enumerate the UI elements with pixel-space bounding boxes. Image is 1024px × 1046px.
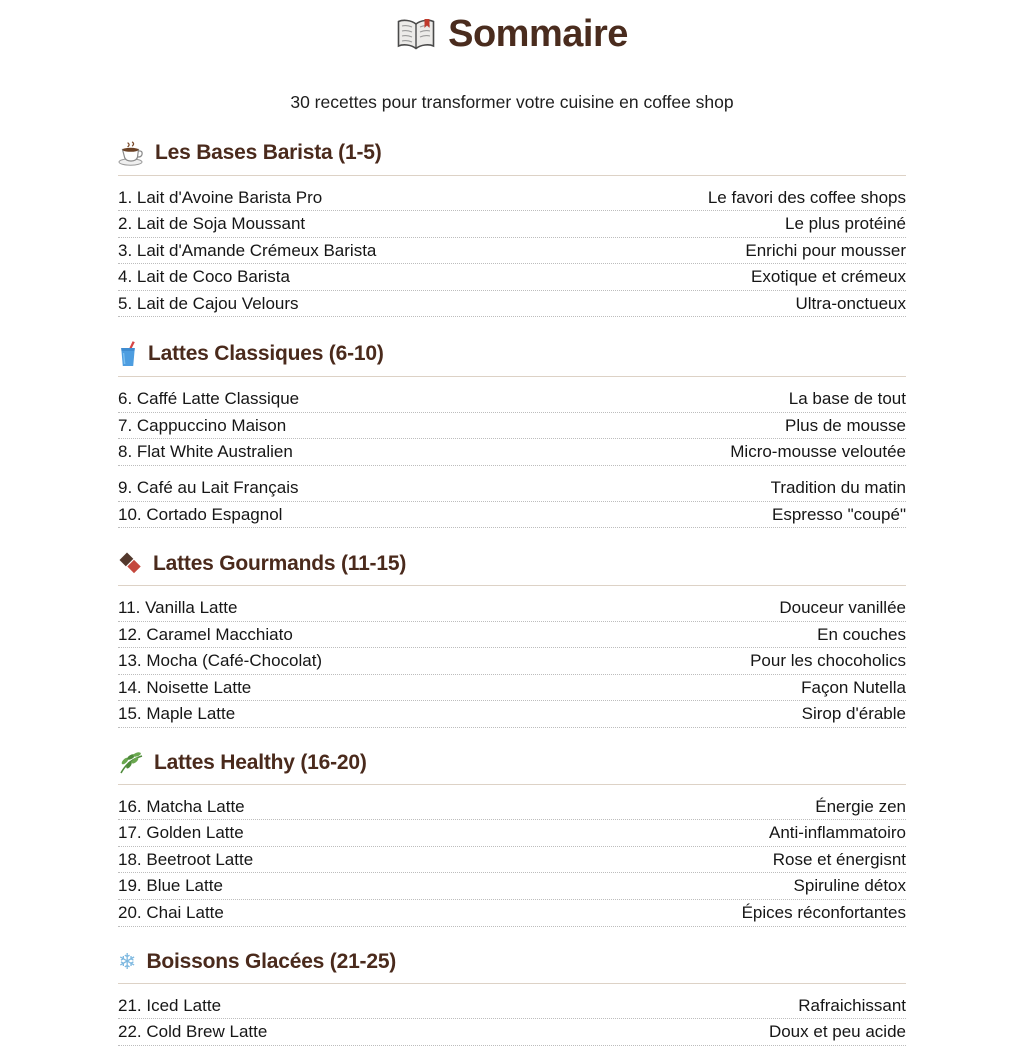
toc-row [118,439,906,466]
toc-item-desc: Épices réconfortantes [741,902,906,922]
section-header [118,950,906,984]
chocolate-icon [118,551,143,576]
toc-row [118,873,906,900]
toc-item-desc: Micro-mousse veloutée [730,442,906,462]
toc-item-desc: Douceur vanillée [779,598,906,618]
toc-item-desc: Le plus protéiné [785,214,906,234]
toc-item-desc: Exotique et crémeux [751,267,906,287]
toc-section-bases-barista [118,141,906,318]
section-rows [118,794,906,927]
open-book-icon [396,18,436,52]
toc-item-label: 5. Lait de Cajou Velours [118,293,299,313]
toc-item-desc: Pour les chocoholics [750,651,906,671]
section-title: Lattes Classiques (6-10) [148,341,384,365]
toc-item-label: 7. Cappuccino Maison [118,415,287,435]
toc-item-desc: Tradition du matin [770,477,906,497]
toc-row [118,847,906,874]
toc-item-desc: Énergie zen [815,796,906,816]
coffee-cup-icon [118,141,145,166]
toc-section-boissons-glacees [118,950,906,1046]
toc-row [118,701,906,728]
toc-item-label: 21. Iced Latte [118,995,222,1015]
toc-row [118,675,906,702]
toc-row [118,185,906,212]
section-rows [118,185,906,318]
toc-row [118,622,906,649]
toc-item-label: 4. Lait de Coco Barista [118,267,290,287]
toc-item-label: 16. Matcha Latte [118,796,245,816]
toc-row [118,264,906,291]
toc-item-label: 10. Cortado Espagnol [118,504,283,524]
toc-row [118,291,906,318]
toc-item-desc: La base de tout [788,389,906,409]
section-header [118,551,906,586]
toc-row [118,900,906,927]
section-rows [118,386,906,528]
toc-row [118,211,906,238]
toc-row [118,386,906,413]
toc-item-desc: Anti-inflammatoiro [769,823,906,843]
section-title: Boissons Glacées (21-25) [146,949,397,973]
toc-item-desc: Façon Nutella [801,677,906,697]
toc-item-desc: Doux et peu acide [768,1022,906,1042]
toc-item-label: 15. Maple Latte [118,704,236,724]
cup-with-straw-icon [118,340,138,367]
doc-header [118,12,906,113]
toc-item-desc: Spiruline détox [793,876,906,896]
toc-row [118,1019,906,1046]
toc-item-desc: Sirop d'érable [801,704,906,724]
toc-item-desc: Espresso "coupé" [772,504,906,524]
toc-row [118,238,906,265]
toc-section-lattes-classiques [118,340,906,528]
toc-item-label: 20. Chai Latte [118,902,224,922]
toc-item-label: 22. Cold Brew Latte [118,1022,268,1042]
toc-section-lattes-healthy [118,751,906,927]
page-title [118,12,906,58]
section-header [118,141,906,176]
toc-row [118,475,906,502]
leaf-icon [118,751,144,775]
page-subtitle: 30 recettes pour transformer votre cuisine en coffee shop [290,91,734,112]
toc-item-label: 8. Flat White Australien [118,442,293,462]
toc-item-label: 1. Lait d'Avoine Barista Pro [118,187,323,207]
toc-item-label: 19. Blue Latte [118,876,223,896]
section-header [118,340,906,377]
toc-item-label: 18. Beetroot Latte [118,849,254,869]
toc-item-label: 11. Vanilla Latte [118,598,238,618]
toc-row [118,820,906,847]
toc-item-desc: Plus de mousse [785,415,906,435]
toc-item-label: 6. Caffé Latte Classique [118,389,300,409]
toc-item-desc: En couches [817,624,906,644]
toc-section-lattes-gourmands [118,551,906,728]
toc-item-desc: Enrichi pour mousser [745,240,906,260]
toc-row [118,794,906,821]
toc-row [118,413,906,440]
toc-item-desc: Rafraichissant [798,995,906,1015]
toc-row [118,595,906,622]
toc-item-label: 13. Mocha (Café-Chocolat) [118,651,323,671]
section-rows [118,595,906,728]
toc-row [118,993,906,1020]
toc-item-label: 14. Noisette Latte [118,677,252,697]
section-title: Les Bases Barista (1-5) [155,141,382,165]
toc-item-label: 3. Lait d'Amande Crémeux Barista [118,240,377,260]
sommaire-page [118,0,906,1046]
section-title: Lattes Healthy (16-20) [154,750,367,774]
section-title: Lattes Gourmands (11-15) [153,551,407,575]
toc-item-label: 12. Caramel Macchiato [118,624,293,644]
toc-item-label: 9. Café au Lait Français [118,477,299,497]
toc-item-desc: Ultra-onctueux [795,293,906,313]
snowflake-icon: ❄ [118,948,137,974]
page-title-text: Sommaire [448,13,628,55]
toc-item-label: 17. Golden Latte [118,823,244,843]
toc-item-label: 2. Lait de Soja Moussant [118,214,306,234]
section-header [118,751,906,785]
section-rows [118,993,906,1046]
toc-row [118,502,906,529]
toc-item-desc: Rose et énergisnt [772,849,906,869]
toc-item-desc: Le favori des coffee shops [707,187,906,207]
toc-row [118,648,906,675]
